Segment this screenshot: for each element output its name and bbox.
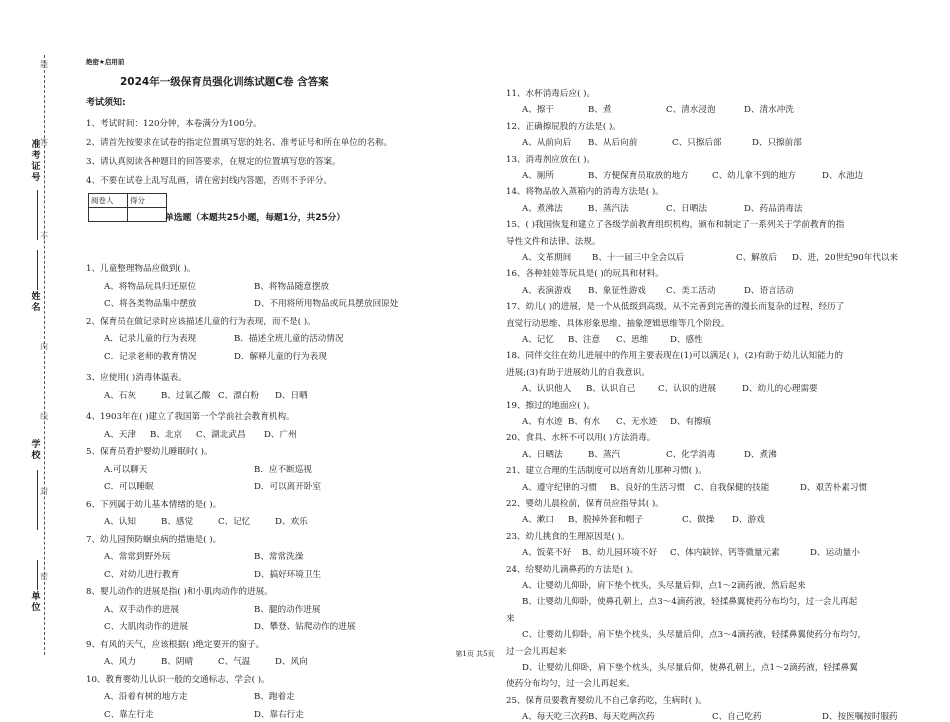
- answer-option: B、十一届三中全会以后: [592, 253, 685, 263]
- answer-option: D、风向: [275, 657, 308, 667]
- question-stem: 12、正确擦屁股的方法是( )。: [506, 121, 621, 132]
- unit-label: 单位: [31, 592, 41, 613]
- answer-option: A、煮沸法: [522, 203, 563, 214]
- seal-word: 封: [40, 487, 48, 496]
- answer-option: A．记录儿童的行为表现: [104, 334, 197, 344]
- answer-option: B、腿的动作进展: [254, 604, 321, 615]
- answer-option: C、日晒法: [666, 203, 707, 214]
- answer-option: A、沿着有树的地方走: [104, 692, 188, 702]
- answer-option: A、日晒法: [522, 449, 563, 460]
- unit-blank[interactable]: [37, 560, 38, 590]
- answer-option: A、石灰: [104, 390, 136, 401]
- answer-option: B、有水: [568, 417, 601, 427]
- answer-option: D．可以离开卧室: [254, 482, 322, 492]
- answer-option: A、厕所: [522, 171, 554, 181]
- question-stem: 13、消毒剂应放在( )。: [506, 154, 596, 165]
- answer-option: B、感觉: [161, 517, 194, 527]
- answer-option: D、广州: [264, 429, 297, 440]
- question-stem-cont: 直觉行动思维、具体形象思维、抽象逻辑思维等几个阶段。: [506, 318, 730, 329]
- answer-option: C、幼儿拿不到的地方: [712, 171, 796, 181]
- answer-option: C、只擦后部: [672, 138, 722, 149]
- answer-option: B、常常洗澡: [254, 552, 304, 562]
- name-blank[interactable]: [37, 250, 38, 290]
- answer-option: D、感性: [670, 335, 703, 345]
- question-stem: 25、保育员要教育婴幼儿不自己拿药吃，生病时( )。: [506, 695, 707, 706]
- answer-option: C、认识的进展: [658, 384, 717, 395]
- answer-option: C、思维: [616, 335, 649, 345]
- answer-option: D、欢乐: [275, 517, 308, 527]
- question-stem: 22、婴幼儿晨检前，保育员应指导其( )。: [506, 499, 664, 509]
- answer-option: A、双手动作的进展: [104, 604, 179, 615]
- answer-option: A、擦干: [522, 105, 554, 116]
- seal-word: 不: [40, 232, 48, 241]
- answer-option: B、每天吃两次药: [588, 712, 655, 722]
- question-stem: 9、有风的天气，应该根据( )绝定要开的窗子。: [86, 639, 265, 650]
- answer-option: D、不用将所用物品或玩具摆放回原处: [254, 299, 399, 309]
- answer-option: D、清水冲洗: [744, 105, 794, 116]
- grader-cell: 阅卷人: [89, 194, 128, 208]
- answer-option: A、每天吃三次药: [522, 712, 589, 722]
- answer-option: C．可以睡眠: [104, 482, 154, 492]
- answer-option: A、漱口: [522, 515, 554, 526]
- answer-option: D、游戏: [732, 515, 765, 526]
- answer-option: C、解放后: [736, 253, 777, 263]
- answer-option: B、脱掉外套和帽子: [568, 515, 644, 526]
- seal-word: 密: [40, 572, 48, 581]
- answer-option: B、蒸汽法: [588, 203, 629, 214]
- binding-margin: [0, 0, 70, 671]
- notice-item: 4、不要在试卷上乱写乱画，请在密封线内答题，否则不予评分。: [86, 176, 333, 186]
- answer-option: C、气温: [218, 657, 251, 667]
- answer-option: A、天津: [104, 429, 136, 440]
- answer-option: D、幼儿的心理需要: [742, 384, 818, 395]
- answer-option: C、湖北武昌: [196, 429, 246, 440]
- answer-option: 使药分布均匀，过一会儿再起来。: [506, 679, 635, 690]
- answer-option: A、记忆: [522, 335, 554, 345]
- notice-item: 3、请认真阅读各种题目的回答要求，在规定的位置填写您的答案。: [86, 157, 341, 167]
- answer-option: B、良好的生活习惯: [610, 482, 686, 493]
- score-blank[interactable]: [128, 208, 167, 222]
- answer-option: B、北京: [150, 429, 183, 440]
- question-stem: 8、婴儿动作的进展是指( )和小肌肉动作的进展。: [86, 587, 273, 597]
- answer-option: D、按医嘱按时服药: [822, 712, 898, 722]
- answer-option: D、攀登、钻爬动作的进展: [254, 622, 356, 632]
- answer-option: D、煮沸: [744, 449, 777, 460]
- answer-option: C、靠左行走: [104, 709, 154, 720]
- page-title: 2024年一级保育员强化训练试题C卷 含答案: [120, 76, 329, 88]
- answer-option: B、象征性游戏: [588, 285, 646, 296]
- answer-option: D、搞好环境卫生: [254, 569, 322, 580]
- answer-option: C、清水浸泡: [666, 105, 716, 116]
- answer-option: C、对幼儿进行教育: [104, 569, 180, 580]
- answer-option: A、风力: [104, 657, 136, 667]
- question-stem: 16、各种娃娃等玩具是( )的玩具和材料。: [506, 269, 664, 280]
- answer-option: D、日晒: [275, 390, 308, 401]
- question-stem-cont: 进展;(3)有助于进展幼儿的自我意识。: [506, 367, 650, 378]
- question-stem: 20、食具、水杯不可以用( )方法消毒。: [506, 433, 656, 444]
- score-cell: 得分: [128, 194, 167, 208]
- answer-option: D、水池边: [822, 171, 864, 181]
- answer-option: B、注意: [568, 335, 601, 345]
- exam-number-blank[interactable]: [37, 190, 38, 240]
- answer-option: D、靠右行走: [254, 709, 304, 720]
- answer-option: C、自我保健的技能: [694, 482, 770, 493]
- answer-option: A、从前向后: [522, 138, 572, 149]
- notice-item: 1、考试时间：120分钟，本卷满分为100分。: [86, 119, 262, 129]
- school-label: 学校: [31, 440, 41, 461]
- school-blank[interactable]: [37, 470, 38, 530]
- exam-number-label: 准考证号: [31, 140, 41, 183]
- section-heading: 单选题（本题共25小题，每题1分，共25分）: [165, 213, 346, 223]
- answer-option: A.可以聊天: [104, 464, 148, 475]
- answer-option: D、语言活动: [744, 285, 794, 296]
- answer-option: B、从后向前: [588, 138, 638, 149]
- answer-option: C、美工活动: [666, 285, 716, 296]
- answer-option: A、认知: [104, 517, 136, 527]
- answer-option: B、认识自己: [586, 384, 636, 395]
- name-label: 姓名: [31, 292, 41, 313]
- answer-option: C、自己吃药: [712, 712, 762, 722]
- answer-option: A、饭菜不好: [522, 548, 572, 559]
- answer-option: A、遵守纪律的习惯: [522, 482, 597, 493]
- answer-option: B、煮: [588, 105, 612, 116]
- answer-option: C、漂白粉: [218, 390, 259, 401]
- question-stem: 19、擦过的地面应( )。: [506, 400, 596, 411]
- answer-option: B、将物品随意摆放: [254, 281, 330, 292]
- question-stem-cont: 导性文件和法律、法规。: [506, 236, 601, 247]
- answer-option: B、蒸汽: [588, 449, 621, 460]
- question-stem: 21、建立合理的生活制度可以培育幼儿那种习惯( )。: [506, 466, 707, 477]
- answer-option: B．描述全班儿童的活动情况: [234, 334, 344, 344]
- answer-option: B、过氧乙酸: [161, 390, 211, 401]
- question-stem: 15、( )我国恢复和建立了各级学前教育组织机构，颁布和制定了一系列关于学前教育的指: [506, 220, 845, 231]
- answer-option: D、让婴幼儿仰卧，肩下垫个枕头，头尽量后仰，使鼻孔朝上，点1～2滴药液，轻揉鼻翼: [522, 663, 858, 673]
- question-stem: 11、水杯消毒后应( )。: [506, 89, 596, 99]
- question-stem: 5、保育员看护婴幼儿睡眠时( )。: [86, 447, 213, 457]
- question-stem: 24、给婴幼儿滴鼻药的方法是( )。: [506, 564, 639, 575]
- answer-option: C、做操: [682, 515, 715, 526]
- score-table: [88, 193, 167, 222]
- seal-word: 答: [40, 138, 48, 147]
- question-stem: 18、同伴交往在幼儿进展中的作用主要表现在(1)可以满足( )，(2)有助于幼儿认知能力的: [506, 351, 843, 362]
- page-footer: 第1页 共5页: [455, 650, 495, 658]
- grader-blank[interactable]: [89, 208, 128, 222]
- question-stem: 4、1903年在( )建立了我国第一个学前社会教育机构。: [86, 412, 295, 422]
- answer-option: C、体内缺锌、钙等微量元素: [670, 548, 780, 559]
- answer-option: C、无水迹: [616, 417, 657, 427]
- answer-option: B、阴晴: [161, 657, 194, 667]
- answer-option: A、常常到野外玩: [104, 552, 171, 562]
- answer-option: 过一会儿再起来: [506, 646, 567, 657]
- answer-option: D、艰苦朴素习惯: [800, 482, 868, 493]
- answer-option: A、让婴幼儿仰卧，肩下垫个枕头，头尽量后仰，点1～2滴药液，然后起来: [522, 581, 806, 591]
- question-stem: 10、教育婴幼儿认识一般的交通标志，学会( )。: [86, 674, 270, 685]
- answer-option: D、运动量小: [810, 548, 860, 559]
- answer-option: D．解释儿童的行为表现: [234, 351, 327, 362]
- seal-word: 题: [40, 60, 48, 69]
- answer-option: C、化学消毒: [666, 449, 716, 460]
- question-stem: 2、保育员在做记录时应该描述儿童的行为表现，而不是( )。: [86, 316, 316, 327]
- answer-option: B、方便保育员取放的地方: [588, 171, 689, 181]
- answer-option: B、幼儿园环境不好: [582, 548, 658, 559]
- answer-option: B、让婴幼儿仰卧，使鼻孔朝上，点3～4滴药液，轻揉鼻翼使药分布均匀，过一会儿再起: [522, 597, 858, 608]
- answer-option: D、只擦前部: [752, 138, 802, 149]
- question-stem: 7、幼儿园预防蛔虫病的措施是( )。: [86, 534, 222, 545]
- question-stem: 3、应使用( )消毒体温表。: [86, 373, 187, 383]
- answer-option: C、让婴幼儿仰卧，肩下垫个枕头，头尽量后仰，点3～4滴药液，轻揉鼻翼使药分布均匀，: [522, 630, 867, 641]
- answer-option: A、表演游戏: [522, 285, 572, 296]
- seal-word: 线: [40, 412, 48, 421]
- answer-option: B．应不断巡视: [254, 464, 312, 475]
- answer-option: B、跑着走: [254, 692, 295, 702]
- answer-option: A、将物品玩具归还原位: [104, 281, 197, 292]
- seal-word: 内: [40, 342, 48, 351]
- notice-item: 2、请首先按要求在试卷的指定位置填写您的姓名、准考证号和所在单位的名称。: [86, 138, 393, 148]
- question-stem: 14、将物品放入蒸箱内的消毒方法是( )。: [506, 187, 664, 198]
- answer-option: C．记录老师的教育情况: [104, 351, 197, 362]
- question-stem: 23、幼儿挑食的生理原因是( )。: [506, 531, 630, 542]
- secret-mark: 绝密★启用前: [86, 58, 125, 66]
- question-stem: 6、下列属于幼儿基本情绪的是( )。: [86, 499, 222, 510]
- answer-option: 来: [506, 613, 515, 624]
- answer-option: C、大肌肉动作的进展: [104, 622, 188, 632]
- question-stem: 17、幼儿( )的进展，是一个从低级到高级，从不完善到完善的漫长而复杂的过程，经历了: [506, 302, 845, 313]
- question-stem: 1、儿童整理物品应做到( )。: [86, 264, 196, 274]
- answer-option: D、有擦痕: [670, 417, 712, 427]
- answer-option: D、药品消毒法: [744, 203, 803, 214]
- answer-option: A、文革期间: [522, 253, 572, 263]
- answer-option: C、记忆: [218, 517, 251, 527]
- answer-option: C、将各类物品集中摆放: [104, 299, 197, 309]
- answer-option: A、有水迹: [522, 417, 563, 427]
- answer-option: D、进，20世纪90年代以来: [792, 253, 899, 263]
- answer-option: A、认识他人: [522, 384, 572, 395]
- notice-title: 考试须知:: [86, 98, 126, 108]
